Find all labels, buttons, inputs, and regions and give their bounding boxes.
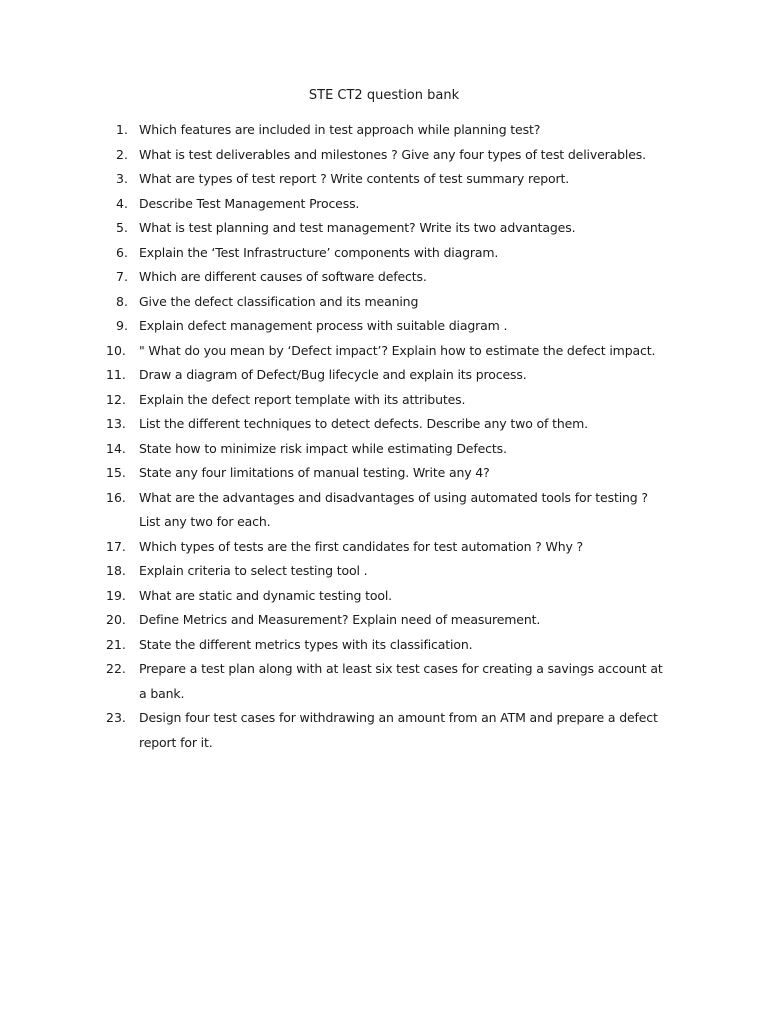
- question-number: 4.: [116, 195, 128, 211]
- question-number: 17.: [106, 538, 126, 554]
- question-number: 13.: [106, 416, 126, 431]
- list-item: [106, 461, 668, 486]
- question-number: 12.: [106, 391, 126, 407]
- list-item: [106, 192, 668, 217]
- question-text: What are static and dynamic testing tool.: [139, 587, 392, 603]
- question-number: 3.: [116, 171, 128, 186]
- list-item: [106, 290, 668, 315]
- list-item: [106, 584, 668, 609]
- question-text: Explain defect management process with suitable diagram .: [139, 318, 508, 333]
- question-text: Draw a diagram of Defect/Bug lifecycle and explain its process.: [139, 367, 527, 382]
- list-item: [106, 657, 668, 706]
- list-item: [106, 388, 668, 413]
- question-number: 20.: [106, 612, 126, 627]
- list-item: [106, 608, 668, 633]
- question-number: 15.: [106, 465, 126, 480]
- question-number: 6.: [116, 244, 128, 260]
- question-text: State how to minimize risk impact while estimating Defects.: [139, 440, 507, 456]
- question-number: 18.: [106, 563, 126, 578]
- question-text: Define Metrics and Measurement? Explain need of measurement.: [139, 612, 541, 627]
- question-number: 8.: [116, 293, 128, 309]
- question-text: State any four limitations of manual testing. Write any 4?: [139, 465, 490, 480]
- list-item: [106, 412, 668, 437]
- list-item: [106, 241, 668, 266]
- question-number: 22.: [106, 661, 126, 676]
- list-item: [106, 265, 668, 290]
- question-number: 5.: [116, 220, 128, 235]
- question-number: 10.: [106, 342, 126, 358]
- question-text: What is test planning and test management? Write its two advantages.: [139, 220, 576, 235]
- question-text: Explain the defect report template with its attributes.: [139, 391, 466, 407]
- list-item: [106, 216, 668, 241]
- list-item: [106, 706, 668, 755]
- question-number: 1.: [116, 122, 128, 137]
- question-text: Which are different causes of software defects.: [139, 269, 427, 284]
- list-item: [106, 339, 668, 364]
- question-text: Describe Test Management Process.: [139, 195, 360, 211]
- list-item: [106, 559, 668, 584]
- question-text: State the different metrics types with its classification.: [139, 636, 473, 652]
- list-item: [106, 633, 668, 658]
- question-text: Which features are included in test approach while planning test?: [139, 122, 541, 137]
- list-item: [106, 314, 668, 339]
- question-number: 11.: [106, 367, 126, 382]
- page-title: STE CT2 question bank: [308, 88, 460, 103]
- question-number: 23.: [106, 710, 126, 725]
- list-item: [106, 118, 668, 143]
- question-text: Design four test cases for withdrawing an amount from an ATM and prepare a defect report for it.: [139, 710, 658, 750]
- list-item: [106, 363, 668, 388]
- question-text: What is test deliverables and milestones ? Give any four types of test deliverables.: [139, 146, 646, 162]
- question-text: List the different techniques to detect defects. Describe any two of them.: [139, 416, 589, 431]
- question-text: Explain the ‘Test Infrastructure’ components with diagram.: [139, 244, 499, 260]
- question-number: 9.: [116, 318, 128, 333]
- list-item: [106, 167, 668, 192]
- question-number: 7.: [116, 269, 128, 284]
- list-item: [106, 535, 668, 560]
- list-item: [106, 437, 668, 462]
- question-number: 21.: [106, 636, 126, 652]
- question-number: 16.: [106, 489, 126, 505]
- question-number: 14.: [106, 440, 126, 456]
- question-text: " What do you mean by ‘Defect impact’? Explain how to estimate the defect impact.: [139, 342, 656, 358]
- question-text: Prepare a test plan along with at least six test cases for creating a savings account at a bank.: [139, 661, 663, 701]
- question-number: 19.: [106, 587, 126, 603]
- list-item: [106, 143, 668, 168]
- question-text: Give the defect classification and its meaning: [139, 293, 419, 309]
- question-number: 2.: [116, 146, 128, 162]
- question-list: [106, 118, 668, 755]
- question-text: Explain criteria to select testing tool .: [139, 563, 368, 578]
- question-text: Which types of tests are the first candidates for test automation ? Why ?: [139, 538, 584, 554]
- question-text: What are the advantages and disadvantages of using automated tools for testing ? List any two for each.: [139, 489, 648, 529]
- question-text: What are types of test report ? Write contents of test summary report.: [139, 171, 570, 186]
- list-item: [106, 486, 668, 535]
